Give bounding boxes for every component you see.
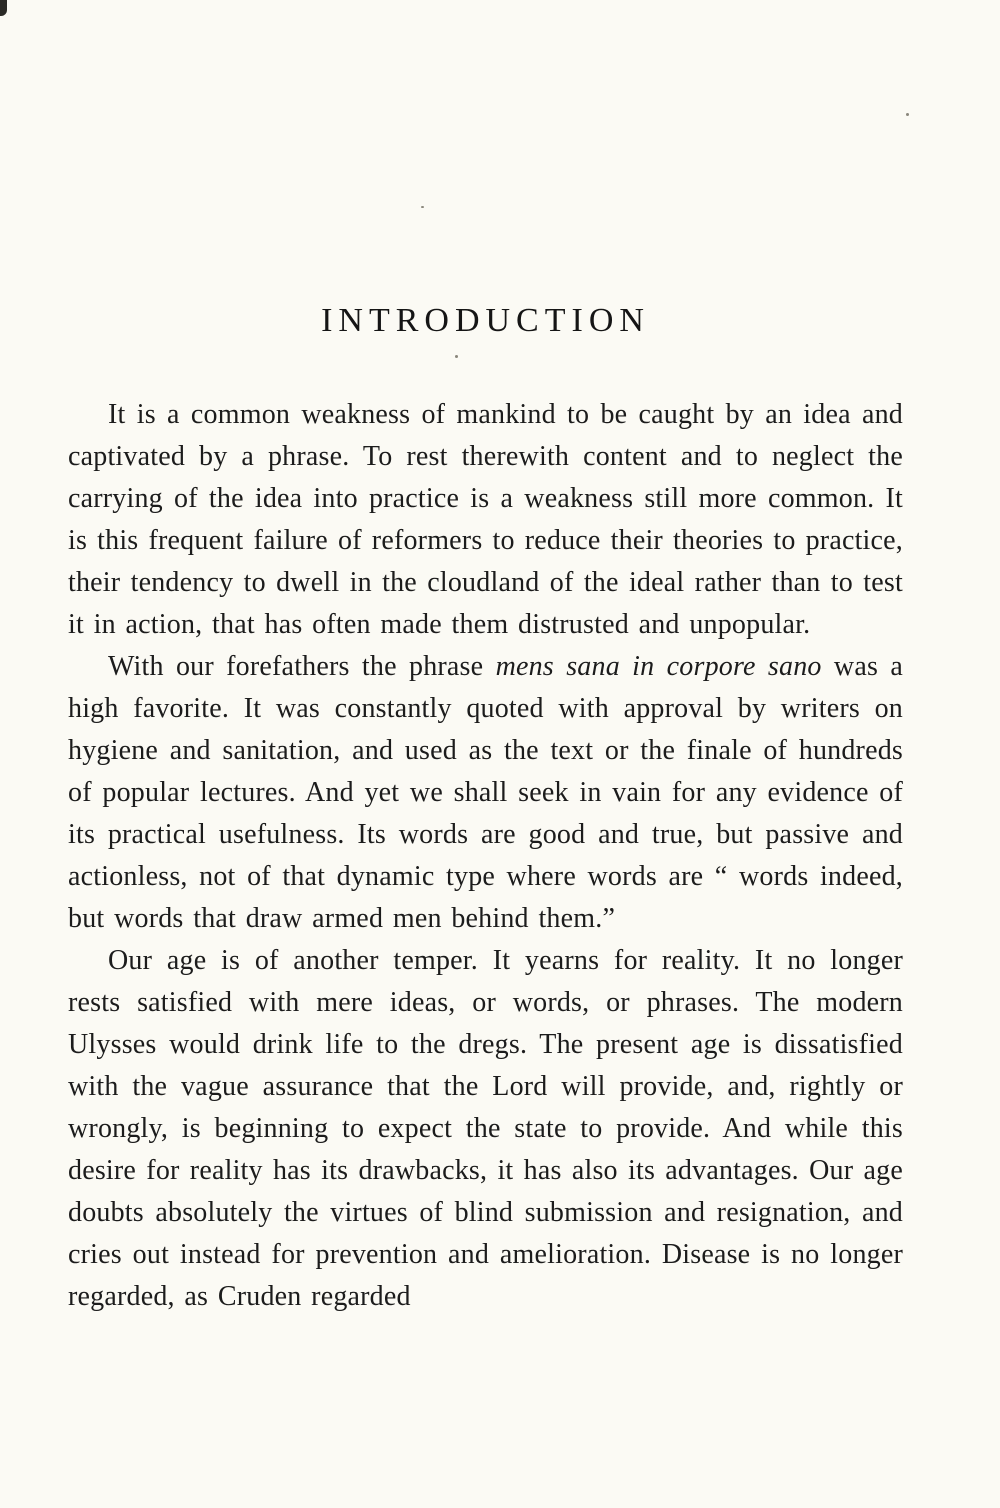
paragraph-2-text-pre: With our forefathers the phrase <box>108 651 496 682</box>
paragraph-2 <box>68 646 903 940</box>
scan-speck <box>421 206 424 208</box>
paragraph-2-text-post: was a high favorite. It was constantly quoted with approval by writers on hygiene and sanitation, and used as the text or the finale of hundreds of popular lectures. And yet we shall seek in vain for any evidence of its practical usefulness. Its words are good and true, but passive and actionless, not of that dynamic type where words are “ words indeed, but words that draw armed men behind them.” <box>68 651 903 934</box>
latin-phrase-italic: mens sana in corpore sano <box>495 651 822 682</box>
paragraph-1: It is a common weakness of mankind to be caught by an idea and captivated by a phrase. To rest therewith content and to neglect the carrying of the idea into practice is a weakness still more common. It is this frequent failure of reformers to reduce their theories to practice, their tendency to dwell in the cloudland of the ideal rather than to test it in action, that has often made them distrusted and unpopular. <box>68 399 903 640</box>
paragraph-3: Our age is of another temper. It yearns for reality. It no longer rests satisfied with mere ideas, or words, or phrases. The modern Ulysses would drink life to the dregs. The present age is dissatisfied with the vague assurance that the Lord will provide, and, rightly or wrongly, is beginning to expect the state to provide. And while this desire for reality has its drawbacks, it has also its advantages. Our age doubts absolutely the virtues of blind submission and resignation, and cries out instead for prevention and amelioration. Disease is no longer regarded, as Cruden regarded <box>68 945 903 1312</box>
page-title: INTRODUCTION <box>321 302 650 339</box>
scan-speck <box>906 113 909 116</box>
scan-speck <box>455 355 458 358</box>
